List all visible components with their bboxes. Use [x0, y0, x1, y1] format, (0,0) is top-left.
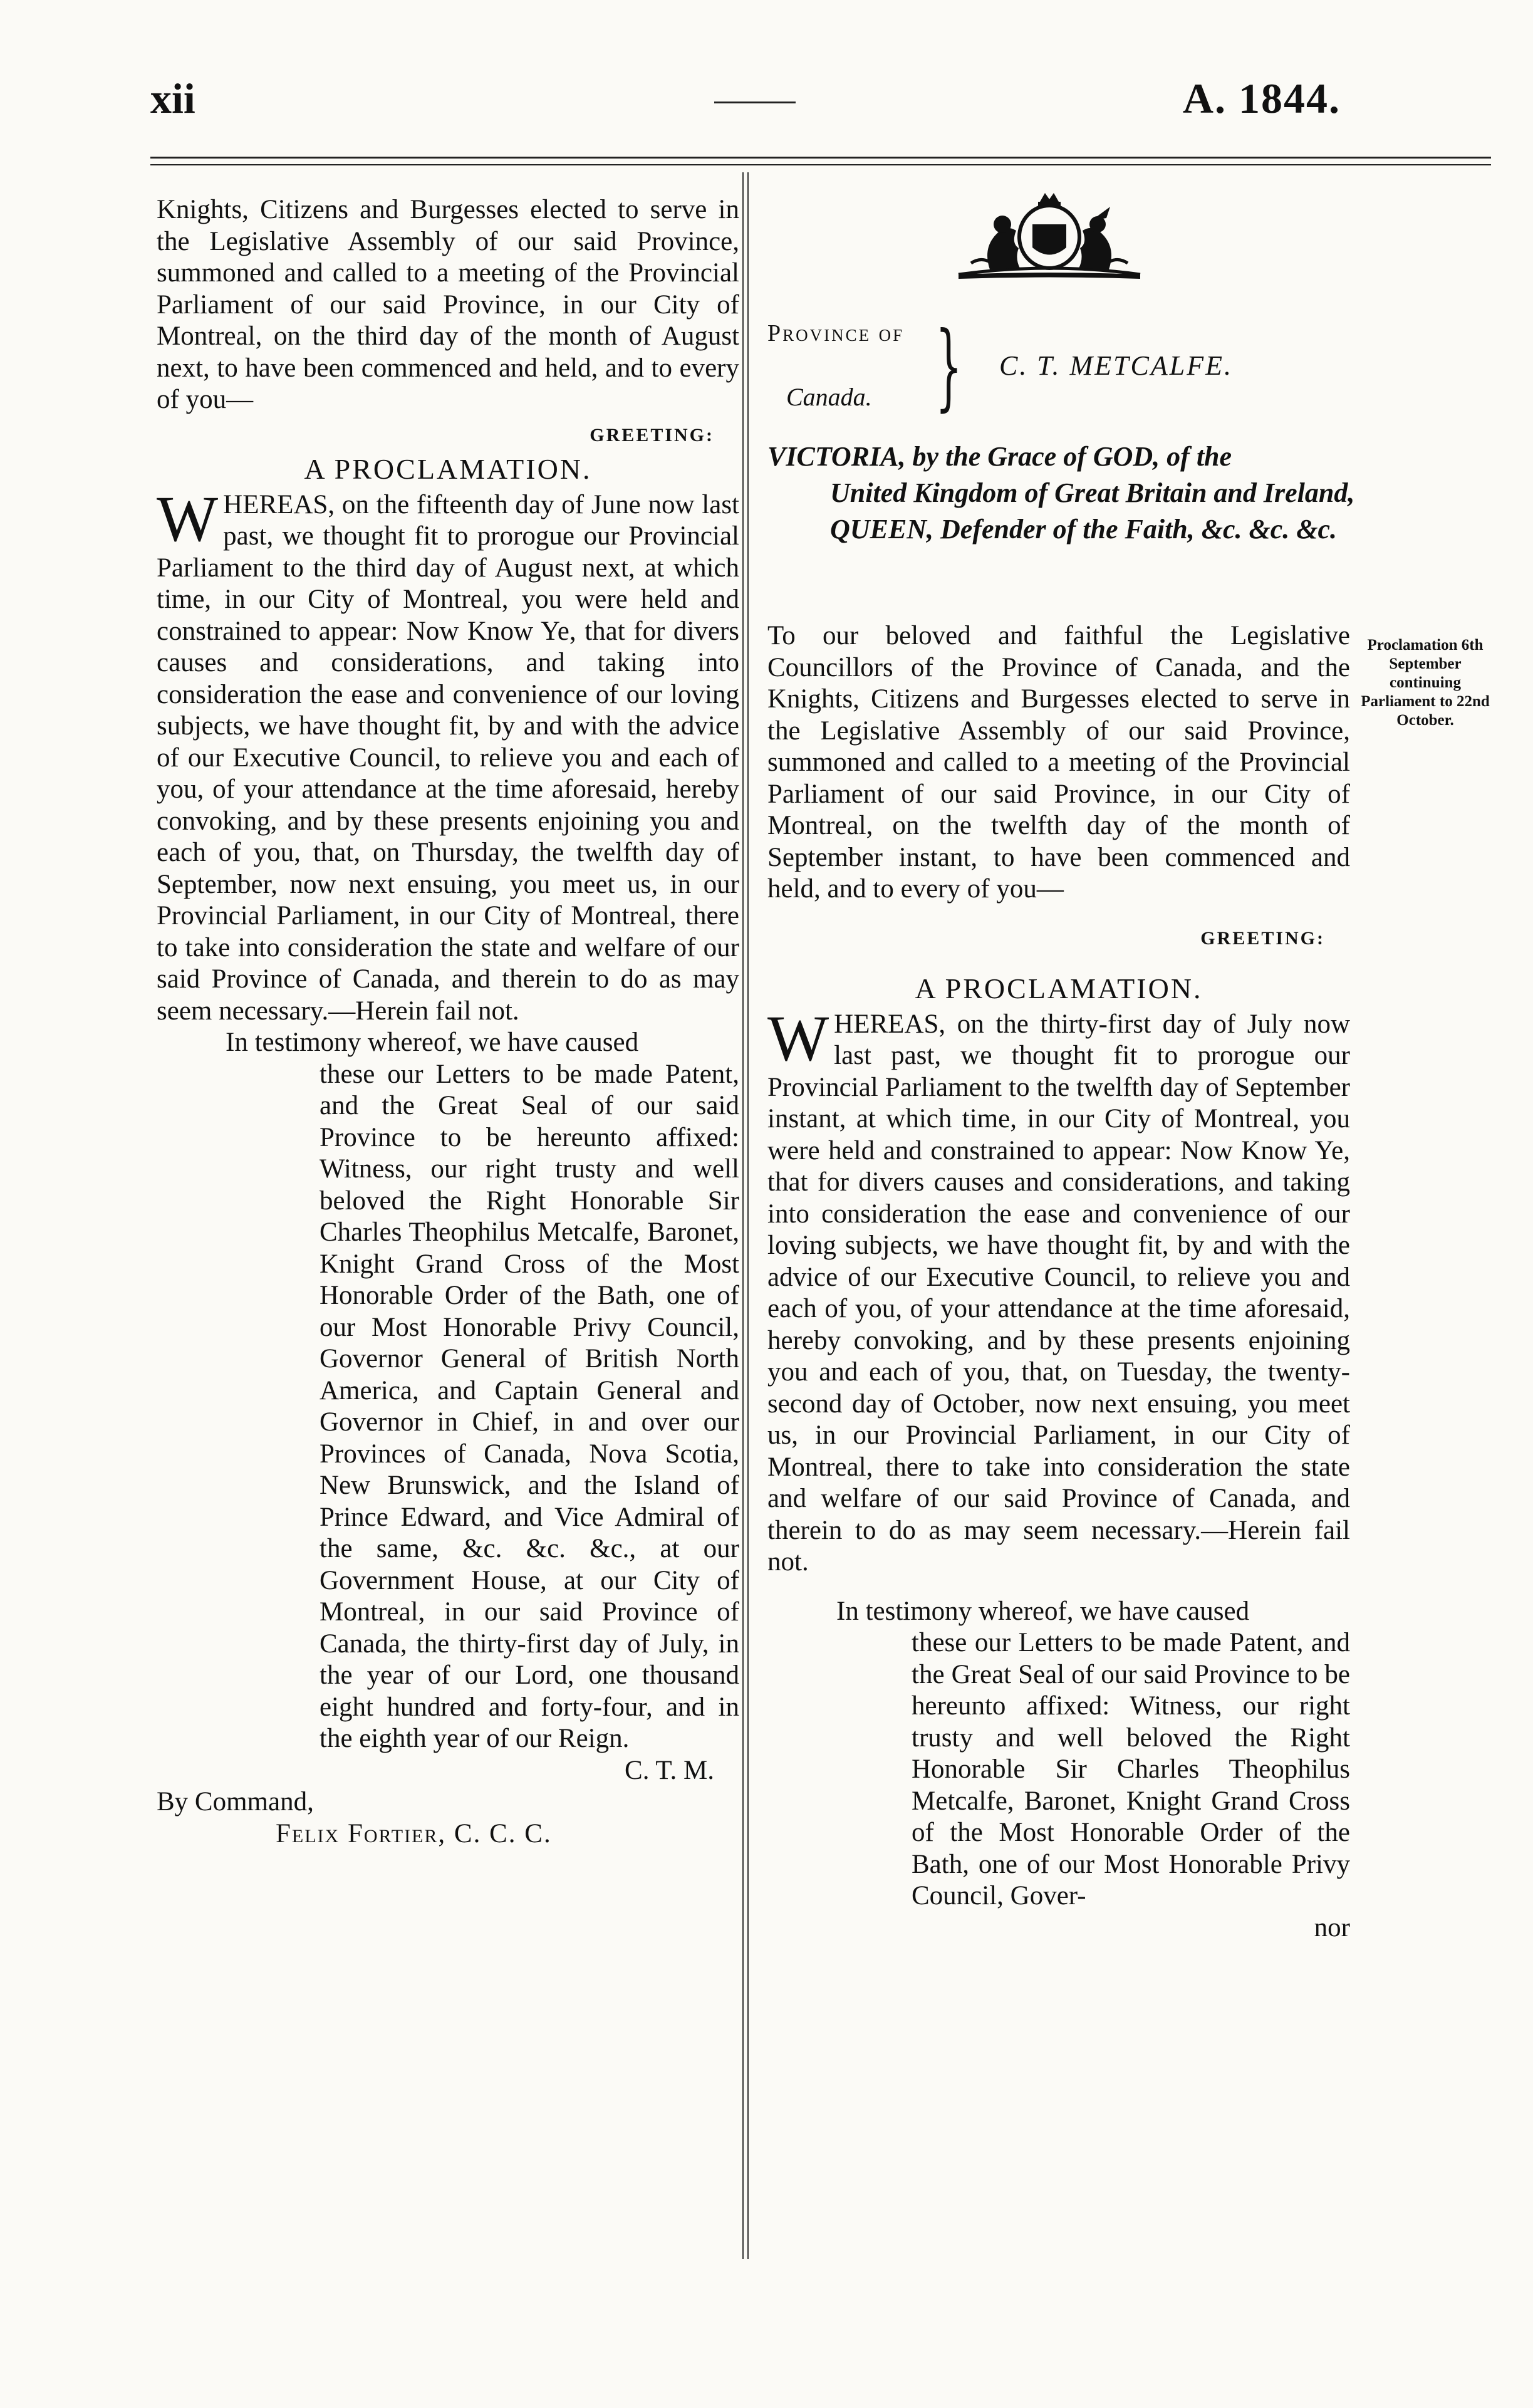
page-number: xii	[150, 75, 195, 122]
page-year: A. 1844.	[1182, 75, 1341, 122]
right-proclamation-title: A PROCLAMATION.	[915, 972, 1203, 1004]
left-body-text: HEREAS, on the fifteenth day of June now last past, we thought fit to prorogue our Provincial Parliament to the third day of August next, at which time, in our City of Montreal, you were held and constrained to appear: Now Know Ye, that for divers causes and considerations, and taking into consideration the ease and convenience of our loving subjects, we have thought fit, by and with the advice of our Executive Council, to relieve you and each of you, of your attendance at the time aforesaid, hereby convoking, and by these presents enjoining you and each of you, that, on Thursday, the twelfth day of September, now next ensuing, you meet us, in our Provincial Parliament, in our City of Montreal, there to take into consideration the state and welfare of our said Province of Canada, and therein to do as may seem necessary.—Herein fail not.	[157, 489, 739, 1026]
margin-note: Proclamation 6th September continuing Parliament to 22nd October.	[1361, 637, 1490, 729]
royal-style-title	[767, 439, 1363, 548]
secretary-name: Felix Fortier, C. C. C.	[276, 1818, 552, 1848]
left-proclamation-title: A PROCLAMATION.	[304, 453, 592, 485]
right-testimony	[767, 1596, 1350, 1912]
left-proclamation-body	[157, 482, 739, 1028]
left-testimony-body: these our Letters to be made Patent, and the Great Seal of our said Province to be hereunto affixed: Witness, our right trusty and well beloved the Right Honorable Sir Charles Theophilus Metcalfe, Baronet, Knight Grand Cross of the Most Honorable Order of the Bath, one of our Most Honorable Privy Council, Governor General of British North America, and Captain General and Governor in Chief, in and over our Provinces of Canada, Nova Scotia, New Brunswick, and the Island of Prince Edward, and Vice Admiral of the same, &c. &c. &c., at our Government House, at our City of Montreal, in our said Province of Canada, the thirty-first day of July, in the year of our Lord, one thousand eight hundred and forty-four, and in the eighth year of our Reign.	[320, 1059, 739, 1753]
by-command: By Command,	[157, 1787, 314, 1816]
header-rule	[150, 157, 1491, 159]
left-greeting: GREETING:	[590, 424, 714, 446]
right-column	[767, 620, 1350, 1944]
royal-coat-of-arms-icon	[946, 188, 1153, 282]
governor-name: C. T. METCALFE.	[999, 350, 1234, 381]
province-of-label: Province of	[767, 320, 905, 347]
right-body-text: HEREAS, on the thirty-first day of July now last past, we thought fit to prorogue our Provincial Parliament to the twelfth day of September instant, at which time, in our City of Montreal, you were held and constrained to appear: Now Know Ye, that for divers causes and considerations, and taking into consideration the ease and convenience of our loving subjects, we have thought fit, by and with the advice of our Executive Council, to relieve you and each of you, of your attendance at the time aforesaid, hereby convoking, and by these presents enjoining you and each of you, that, on Tuesday, the twenty-second day of October, now next ensuing, you meet us, in our Provincial Parliament, in our City of Montreal, there to take into consideration the state and welfare of our said Province of Canada, and therein to do as may seem necessary.—Herein fail not.	[767, 1009, 1350, 1577]
canada-label: Canada.	[786, 383, 872, 411]
right-greeting: GREETING:	[1200, 927, 1325, 949]
header-rule-thin	[150, 164, 1491, 165]
left-testimony-lead: In testimony whereof, we have caused	[226, 1028, 639, 1057]
victoria-line-2: United Kingdom of Great Britain and Ireland, QUEEN, Defender of the Faith, &c. &c. &c.	[830, 477, 1355, 545]
column-divider-double	[747, 172, 749, 2259]
left-column	[157, 194, 739, 1850]
column-divider	[742, 172, 744, 2259]
brace-icon: }	[935, 312, 962, 421]
left-dropcap: W	[157, 482, 219, 555]
right-dropcap: W	[767, 1002, 829, 1075]
left-testimony	[157, 1027, 739, 1755]
header-dash	[714, 102, 796, 103]
left-intro: Knights, Citizens and Burgesses elected to serve in the Legislative Assembly of our said Province, summoned and called to a meeting of the Provincial Parliament of our said Province, in our City of Montreal, on the third day of the month of August next, to have been commenced and held, and to every of you—	[157, 195, 739, 414]
right-proclamation-body	[767, 1002, 1350, 1578]
signature-initials: C. T. M.	[625, 1755, 714, 1785]
page-header	[150, 74, 1341, 130]
catchword: nor	[1314, 1912, 1350, 1942]
right-address: To our beloved and faithful the Legislative Councillors of the Province of Canada, and the Knights, Citizens and Burgesses elected to serve in the Legislative Assembly of our said Province, summoned and called to a meeting of the Provincial Parliament of our said Province, in our City of Montreal, on the twelfth day of the month of September instant, to have been commenced and held, and to every of you—	[767, 621, 1350, 904]
province-heading	[767, 313, 1369, 426]
right-testimony-body: these our Letters to be made Patent, and the Great Seal of our said Province to be hereunto affixed: Witness, our right trusty and well beloved the Right Honorable Sir Charles Theophilus Metcalfe, Baronet, Knight Grand Cross of the Most Honorable Order of the Bath, one of our Most Honorable Privy Council, Gover-	[912, 1628, 1350, 1910]
victoria-line-1: VICTORIA, by the Grace of GOD, of the	[767, 441, 1232, 472]
right-testimony-lead: In testimony whereof, we have caused	[836, 1596, 1250, 1626]
